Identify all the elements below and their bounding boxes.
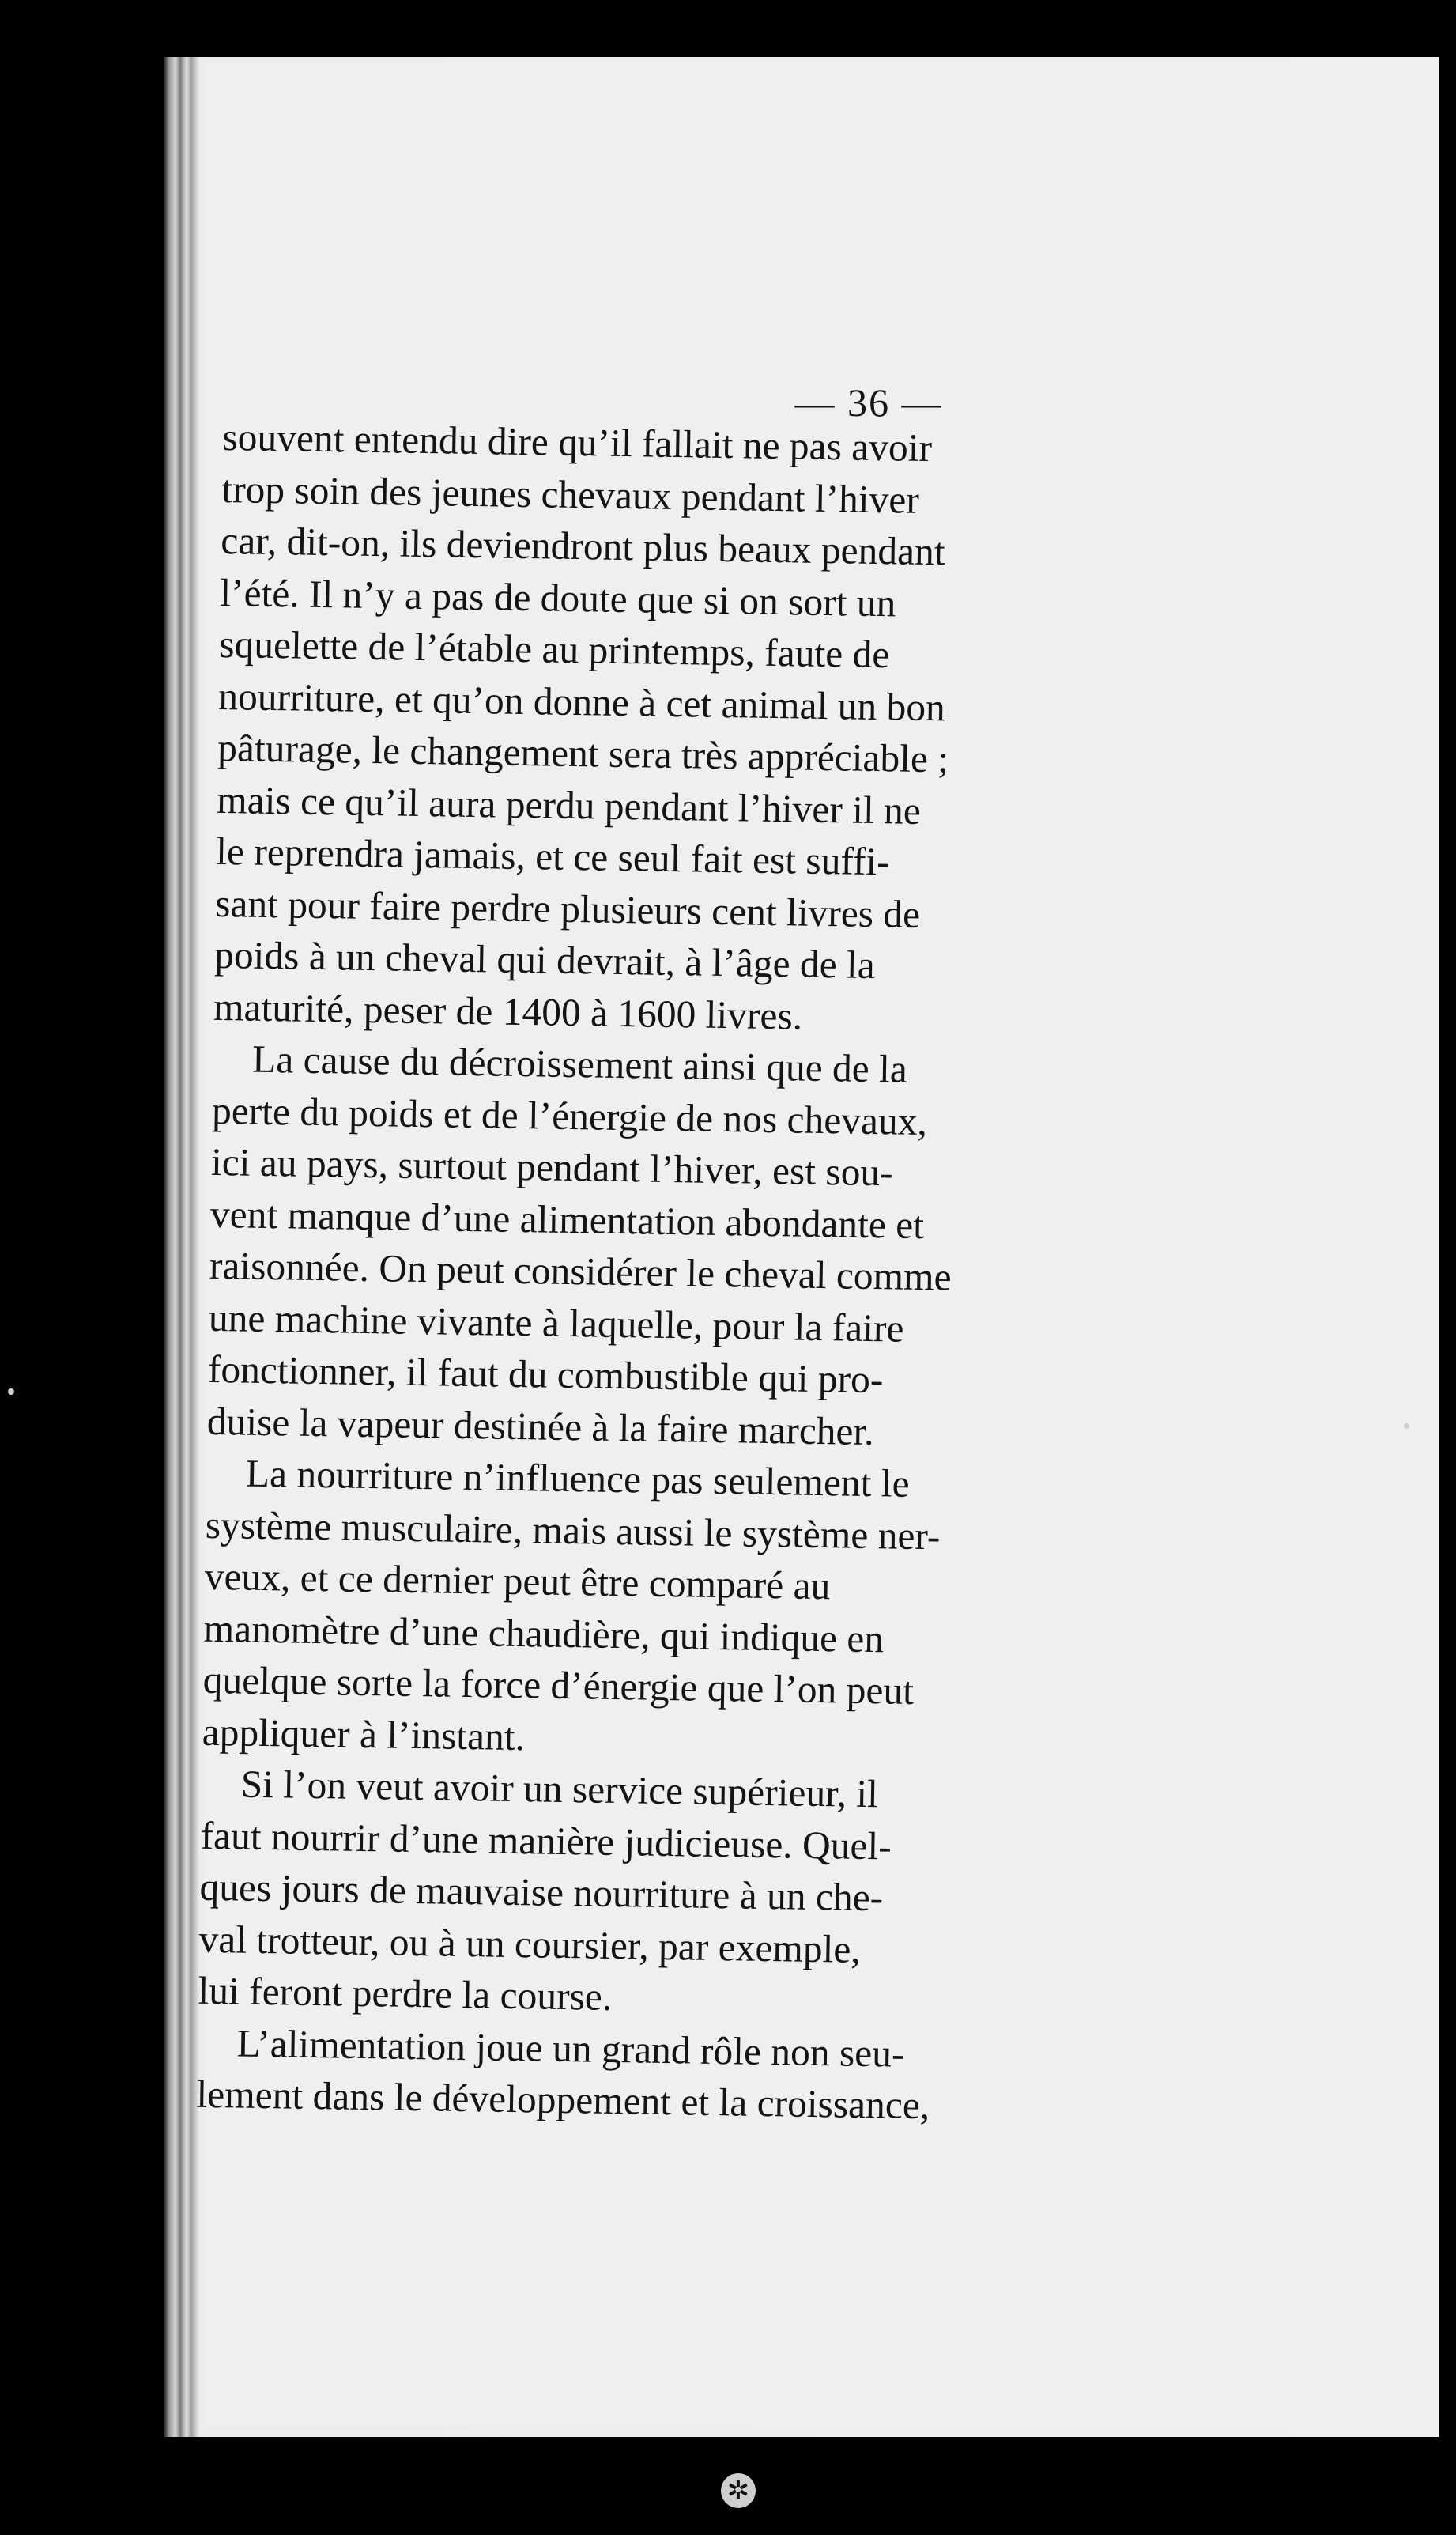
scan-speck [8,1388,14,1395]
text-line: sant pour faire perdre plusieurs cent livres de [214,881,921,936]
text-line: trop soin des jeunes chevaux pendant l’hiver [221,467,920,522]
paragraph-start: L’alimentation joue un grand rôle non seu- [236,2021,905,2076]
text-line: val trotteur, ou à un coursier, par exemple, [198,1917,862,1971]
text-line: perte du poids et de l’énergie de nos chevaux, [211,1088,928,1143]
page-number: — 36 — [794,380,943,425]
text-line: ques jours de mauvaise nourriture à un che- [199,1864,884,1920]
text-line: l’été. Il n’y a pas de doute que si on sort un [219,570,896,625]
paragraph-start: La nourriture n’influence pas seulement le [245,1451,911,1506]
text-line: nourriture, et qu’on donne à cet animal un bon [217,674,946,729]
text-line: lement dans le développement et la croissance, [196,2072,930,2128]
text-line: mais ce qu’il aura perdu pendant l’hiver il ne [216,777,922,833]
scan-mark-icon: ✲ [721,2473,756,2508]
text-line: ici au pays, surtout pendant l’hiver, est sou- [210,1139,894,1195]
text-line: quelque sorte la force d’énergie que l’on peut [202,1657,915,1713]
body-text [196,411,1330,2137]
text-line: souvent entendu dire qu’il fallait ne pas avoir [222,414,933,470]
text-line: pâturage, le changement sera très appréciable ; [217,725,949,781]
text-line: veux, et ce dernier peut être comparé au [204,1554,831,1608]
text-line: fonctionner, il faut du combustible qui pro- [207,1347,884,1402]
text-line: appliquer à l’instant. [202,1710,526,1759]
text-line: faut nourrir d’une manière judicieuse. Quel- [200,1813,892,1868]
scan-speck [1404,1423,1409,1429]
text-line: squelette de l’étable au printemps, faute de [218,621,890,677]
text-line: vent manque d’une alimentation abondante et [209,1192,925,1247]
text-line: système musculaire, mais aussi le système ner- [205,1502,941,1558]
paragraph-start: Si l’on veut avoir un service supérieur, il [240,1762,879,1816]
text-line: raisonnée. On peut considérer le cheval comme [209,1243,952,1299]
text-line: duise la vapeur destinée à la faire marcher. [206,1399,875,1453]
text-line: manomètre d’une chaudière, qui indique en [203,1606,885,1660]
text-line: une machine vivante à laquelle, pour la faire [208,1295,904,1351]
text-line: poids à un cheval qui devrait, à l’âge de la [213,932,876,988]
text-line: car, dit-on, ils deviendront plus beaux pendant [220,518,946,574]
text-line: le reprendra jamais, et ce seul fait est suffi- [215,829,891,884]
text-line: lui feront perdre la course. [198,1968,613,2019]
text-line: maturité, peser de 1400 à 1600 livres. [213,984,803,1038]
paragraph-start: La cause du décroissement ainsi que de la [251,1037,908,1091]
